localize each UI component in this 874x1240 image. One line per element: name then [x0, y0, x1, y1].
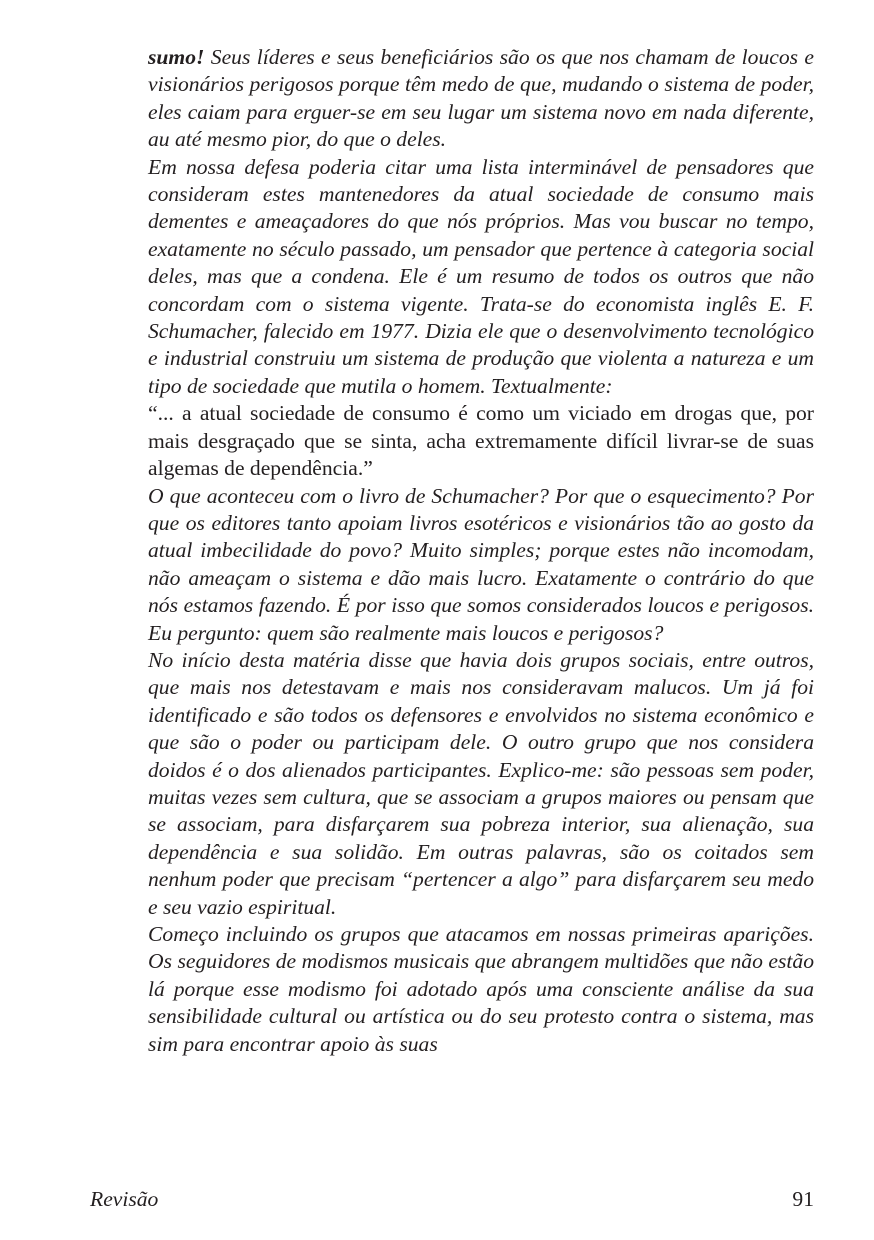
paragraph-5: No início desta matéria disse que havia dois grupos sociais, entre outros, que mais nos detestavam e mais nos consideravam malucos. Um já foi identificado e são todos os defensores e envolvidos no sistema econômico e que são o poder ou participam dele. O outro grupo que nos considera doidos é o dos alienados participantes. Explico-me: são pessoas sem poder, muitas vezes sem cultura, que se associam a grupos maiores ou pensam que se associam, para disfarçarem sua pobreza interior, sua alienação, sua dependência e sua solidão. Em outras palavras, são os coitados sem nenhum poder que precisam “pertencer a algo” para disfarçarem seu medo e seu vazio espiritual. [148, 647, 814, 919]
paragraph-2: Em nossa defesa poderia citar uma lista interminável de pensadores que consideram estes mantenedores da atual sociedade de consumo mais dementes e ameaçadores do que nós próprios. Mas vou buscar no tempo, exatamente no século passado, um pensador que pertence à categoria social deles, mas que a condena. Ele é um resumo de todos os outros que não concordam com o sistema vigente. Trata-se do economista inglês E. F. Schumacher, falecido em 1977. Dizia ele que o desenvolvimento tecnológico e industrial construiu um sistema de produção que violenta a natureza e um tipo de sociedade que mutila o homem. Textualmente: [148, 154, 814, 398]
page-number: 91 [792, 1187, 814, 1211]
paragraph-1 [148, 44, 814, 154]
paragraph-text: Seus líderes e seus beneficiários são os que nos chamam de loucos e visionários perigosos porque têm medo de que, mudando o sistema de poder, eles caiam para erguer-se em seu lugar um sistema novo em nada diferente, au até mesmo pior, do que o deles. [148, 45, 814, 152]
paragraph-4: O que aconteceu com o livro de Schumacher? Por que o esquecimento? Por que os editores tanto apoiam livros esotéricos e visionários tão ao gosto da atual imbecilidade do povo? Muito simples; porque estes não incomodam, não ameaçam o sistema e dão mais lucro. Exatamente o contrário do que nós estamos fazendo. É por isso que somos considerados loucos e perigosos. Eu pergunto: quem são realmente mais loucos e perigosos? [148, 483, 814, 645]
running-footer-title: Revisão [90, 1187, 159, 1211]
page-body [148, 44, 814, 1058]
paragraph-lead-word: sumo! [148, 45, 205, 69]
paragraph-6: Começo incluindo os grupos que atacamos em nossas primeiras aparições. Os seguidores de modismos musicais que abrangem multidões que não estão lá porque esse modismo foi adotado após uma consciente análise da sua sensibilidade cultural ou artística ou do seu protesto contra o sistema, mas sim para encontrar apoio às suas [148, 922, 814, 1056]
block-quote: “... a atual sociedade de consumo é como um viciado em drogas que, por mais desgraçado que se sinta, acha extremamente difícil livrar-se de suas algemas de dependência.” [148, 401, 814, 481]
